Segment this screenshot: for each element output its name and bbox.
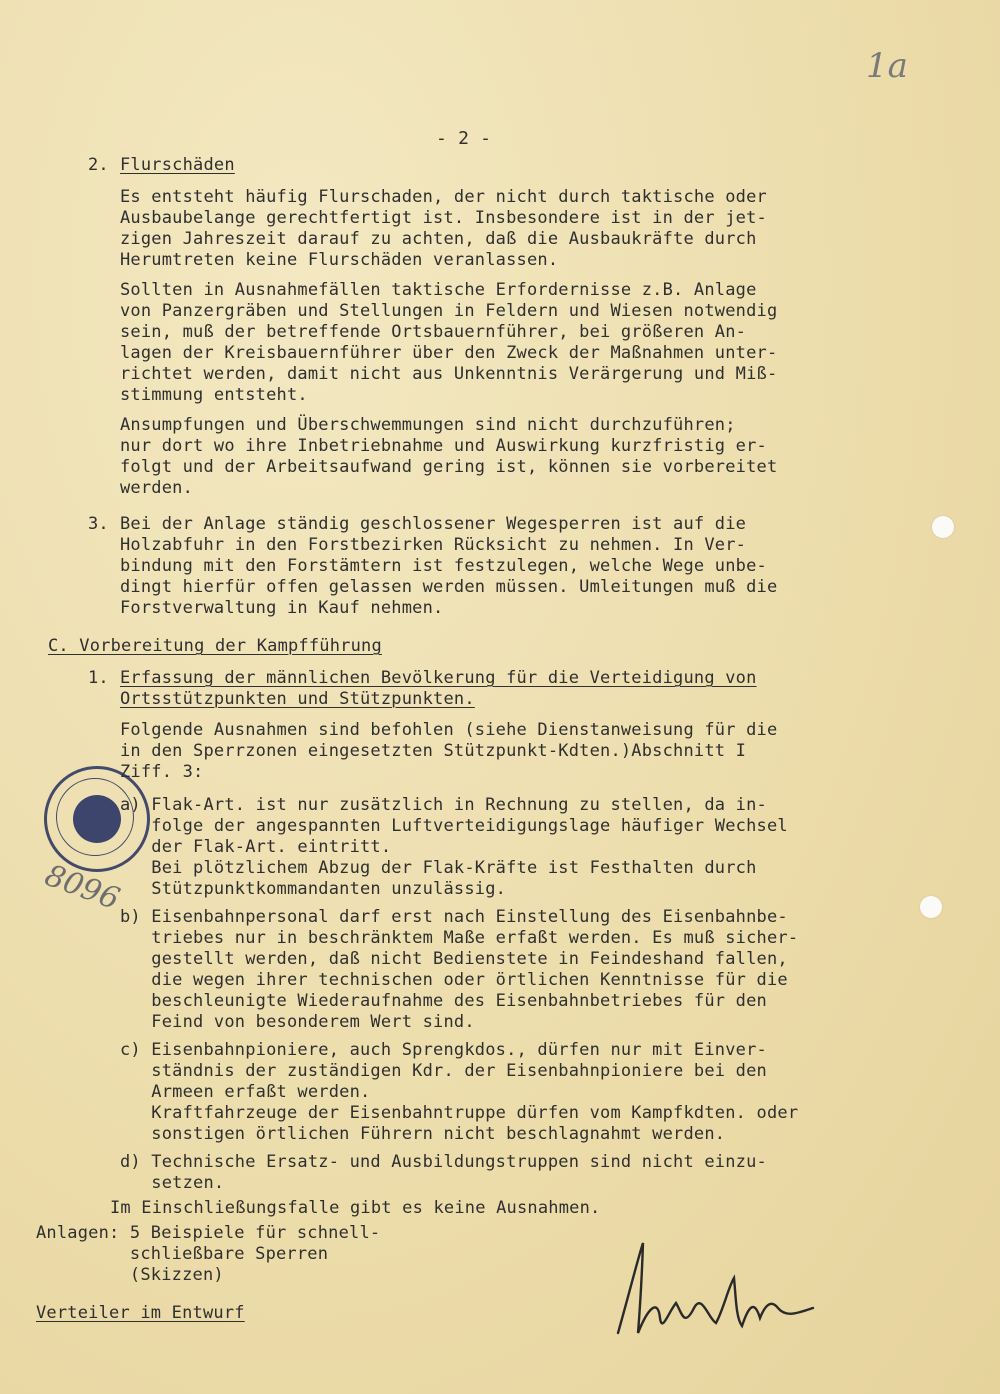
text-line: schließbare Sperren — [36, 1244, 329, 1264]
text-line: gestellt werden, daß nicht Bedienstete in Feindeshand fallen, — [120, 949, 788, 969]
text-line: Bei plötzlichem Abzug der Flak-Kräfte ist Festhalten durch — [120, 858, 757, 878]
text-line: richtet werden, damit nicht aus Unkenntnis Verärgerung und Miß- — [120, 364, 778, 384]
text-line: Ziff. 3: — [120, 762, 204, 782]
text-line: Anlagen: 5 Beispiele für schnell- — [36, 1223, 381, 1243]
text-line: die wegen ihrer technischen oder örtlichen Kenntnisse für die — [120, 970, 788, 990]
text-line: sonstigen örtlichen Führern nicht beschlagnahmt werden. — [120, 1124, 726, 1144]
text-line: Ausbaubelange gerechtfertigt ist. Insbesondere ist in der jet- — [120, 208, 767, 228]
text-line: folgt und der Arbeitsaufwand gering ist, können sie vorbereitet — [120, 457, 778, 477]
text-line: Holzabfuhr in den Forstbezirken Rücksicht zu nehmen. In Ver- — [120, 535, 747, 555]
stamp-emblem — [73, 795, 121, 843]
page-number: - 2 - — [436, 128, 492, 149]
page-marker: 1a — [866, 46, 908, 86]
text-line: der Flak-Art. eintritt. — [120, 837, 392, 857]
text-line: dingt hierfür offen gelassen werden müssen. Umleitungen muß die — [120, 577, 778, 597]
text-line: in den Sperrzonen eingesetzten Stützpunkt-Kdten.)Abschnitt I — [120, 741, 747, 761]
distribution-note: Verteiler im Entwurf — [36, 1303, 245, 1323]
text-line: nur dort wo ihre Inbetriebnahme und Auswirkung kurzfristig er- — [120, 436, 767, 456]
punch-hole-bottom — [920, 896, 942, 918]
text-line: b) Eisenbahnpersonal darf erst nach Einstellung des Eisenbahnbe- — [120, 907, 788, 927]
section-2-heading: Flurschäden — [120, 155, 235, 175]
text-line: Herumtreten keine Flurschäden veranlassen. — [120, 250, 559, 270]
text-line: Feind von besonderem Wert sind. — [120, 1012, 475, 1032]
text-line: a) Flak-Art. ist nur zusätzlich in Rechnung zu stellen, da in- — [120, 795, 767, 815]
text-line: folge der angespannten Luftverteidigungslage häufiger Wechsel — [120, 816, 788, 836]
text-line: Es entsteht häufig Flurschaden, der nicht durch taktische oder — [120, 187, 767, 207]
text-line: Ortsstützpunkten und Stützpunkten. — [120, 689, 475, 709]
section-3-number: 3. — [88, 514, 109, 534]
text-line: stimmung entsteht. — [120, 385, 308, 405]
text-line: Ansumpfungen und Überschwemmungen sind nicht durchzuführen; — [120, 415, 736, 435]
text-line: Bei der Anlage ständig geschlossener Wegesperren ist auf die — [120, 514, 747, 534]
text-line: von Panzergräben und Stellungen in Feldern und Wiesen notwendig — [120, 301, 778, 321]
text-line: sein, muß der betreffende Ortsbauernführer, bei größeren An- — [120, 322, 747, 342]
archive-stamp — [44, 766, 150, 872]
text-line: Forstverwaltung in Kauf nehmen. — [120, 598, 444, 618]
section-c-1-number: 1. — [88, 668, 109, 688]
text-line: Sollten in Ausnahmefällen taktische Erfordernisse z.B. Anlage — [120, 280, 757, 300]
closing-line: Im Einschließungsfalle gibt es keine Ausnahmen. — [110, 1198, 601, 1218]
text-line: Kraftfahrzeuge der Eisenbahntruppe dürfen vom Kampfkdten. oder — [120, 1103, 799, 1123]
text-line: d) Technische Ersatz- und Ausbildungstruppen sind nicht einzu- — [120, 1152, 767, 1172]
punch-hole-top — [932, 516, 954, 538]
text-line: Erfassung der männlichen Bevölkerung für die Verteidigung von — [120, 668, 757, 688]
text-line: werden. — [120, 478, 194, 498]
text-line: zigen Jahreszeit darauf zu achten, daß die Ausbaukräfte durch — [120, 229, 757, 249]
text-line: Stützpunktkommandanten unzulässig. — [120, 879, 507, 899]
text-line: triebes nur in beschränktem Maße erfaßt werden. Es muß sicher- — [120, 928, 799, 948]
text-line: beschleunigte Wiederaufnahme des Eisenbahnbetriebes für den — [120, 991, 767, 1011]
text-line: c) Eisenbahnpioniere, auch Sprengkdos., dürfen nur mit Einver- — [120, 1040, 767, 1060]
margin-number: 8096 — [40, 857, 125, 918]
text-line: bindung mit den Forstämtern ist festzulegen, welche Wege unbe- — [120, 556, 767, 576]
text-line: (Skizzen) — [36, 1265, 224, 1285]
signature — [598, 1238, 858, 1348]
section-c-heading: C. Vorbereitung der Kampfführung — [48, 636, 382, 656]
text-line: Armeen erfaßt werden. — [120, 1082, 371, 1102]
text-line: setzen. — [120, 1173, 225, 1193]
text-line: lagen der Kreisbauernführer über den Zweck der Maßnahmen unter- — [120, 343, 778, 363]
section-2-number: 2. — [88, 155, 109, 175]
text-line: Folgende Ausnahmen sind befohlen (siehe Dienstanweisung für die — [120, 720, 778, 740]
text-line: ständnis der zuständigen Kdr. der Eisenbahnpioniere bei den — [120, 1061, 767, 1081]
